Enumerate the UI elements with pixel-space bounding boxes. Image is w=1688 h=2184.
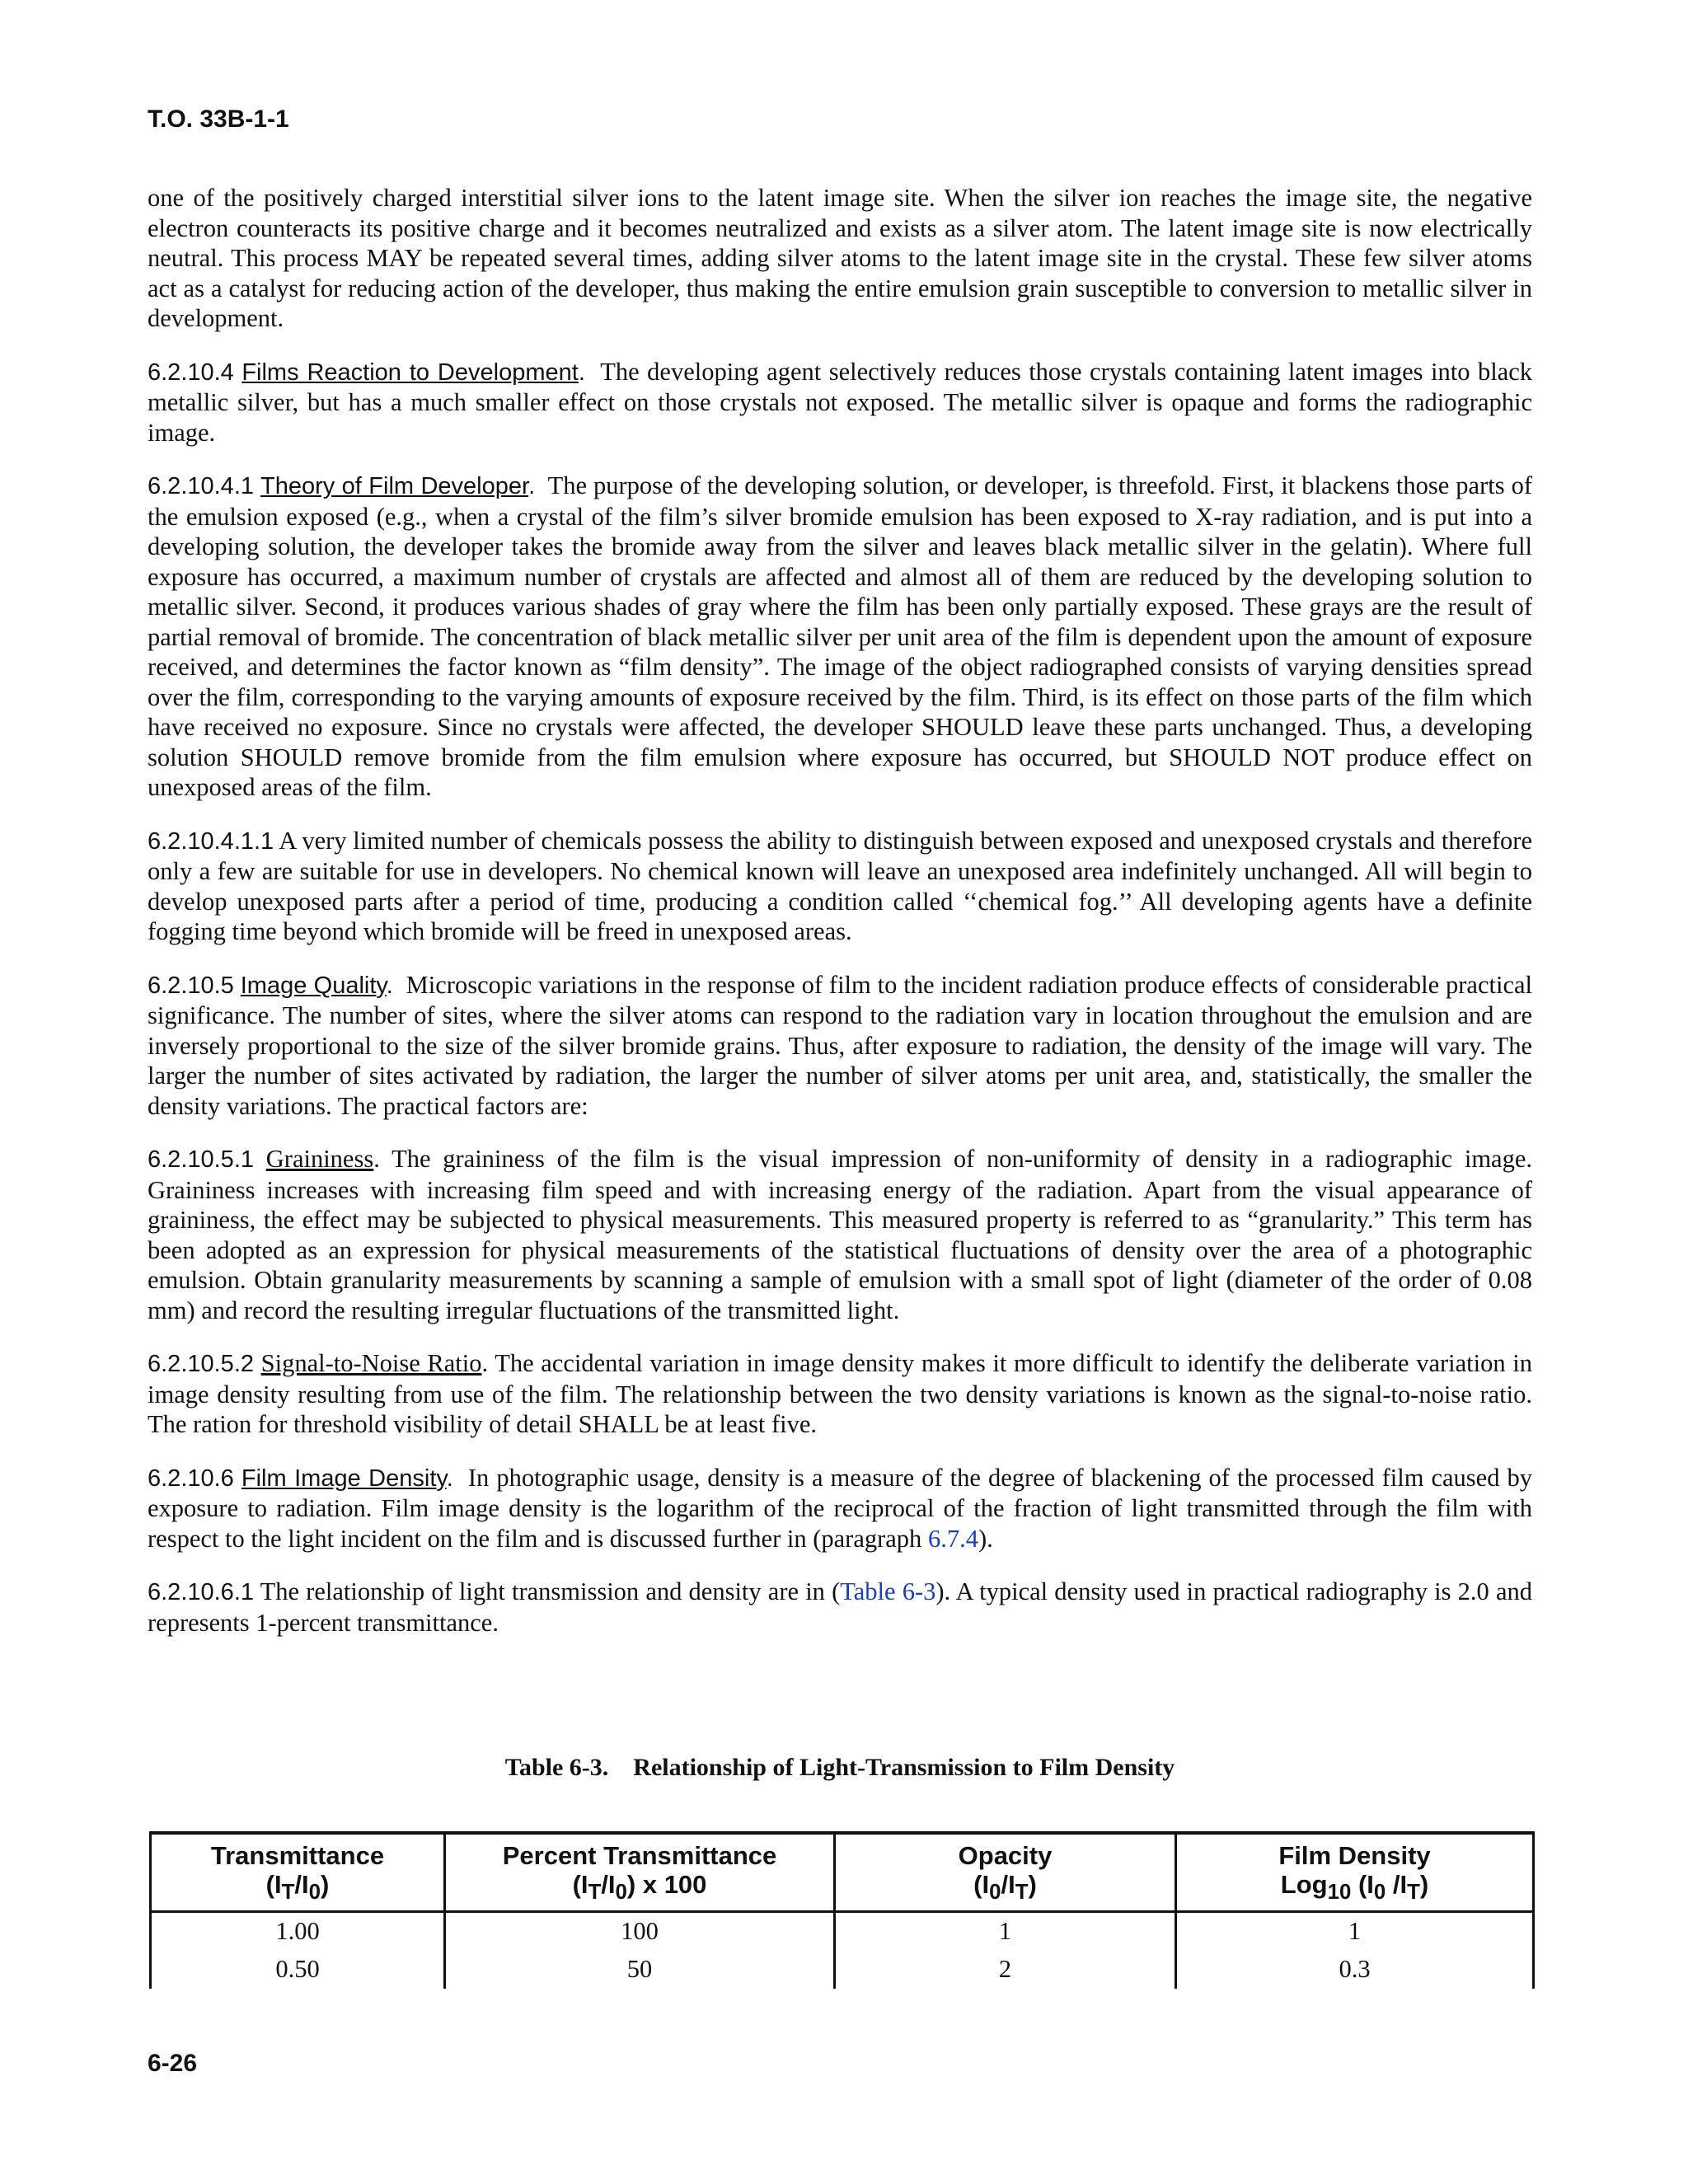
paragraph-text: A very limited number of chemicals possess the ability to distinguish between exposed and unexposed crystals and therefore only a few are suitable for use in developers. No chemical known will leave an unexposed area indefinitely unchanged. All will begin to develop unexposed parts after a period of time, producing a condition called ‘‘chemical fog.’’ All developing agents have a definite fogging time beyond which bromide will be freed in unexposed areas. — [148, 826, 1532, 945]
header-transmittance: Transmittance $(I_T/I_0)$ — [151, 1833, 445, 1912]
paragraph-text: The developing agent selectively reduces those crystals containing latent images into black metallic silver, but has a much smaller effect on those crystals not exposed. The metallic silver is opaque and forms the radiographic image. — [148, 357, 1532, 447]
document-body — [148, 183, 1532, 1661]
section-number: 6.2.10.5.2 — [148, 1351, 254, 1377]
table-cell: 1 — [835, 1912, 1176, 1952]
table-title: Table 6-3. Relationship of Light-Transmission to Film Density — [504, 1754, 1175, 1781]
section-number: 6.2.10.4.1.1 — [148, 827, 274, 855]
paragraph-6-2-10-4-1: 6.2.10.4.1 Theory of Film Developer. The purpose of the developing solution, or developer, is threefold. First, it blackens those parts of the emulsion exposed (e.g., when a crystal of the film’s silver bromide emulsion has been exposed to X-ray radiation, and is put into a developing solution, the developer takes the bromide away from the silver and leaves black metallic silver in the gelatin). Where full exposure has occurred, a maximum number of crystals are affected and almost all of them are reduced by the developing solution to metallic silver. Second, it produces various shades of gray where the film has been only partially exposed. These grays are the result of partial removal of bromide. The concentration of black metallic silver per unit area of the film is dependent upon the amount of exposure received, and determines the factor known as “film density”. The image of the object radiographed consists of varying densities spread over the film, corresponding to the varying amounts of exposure received by the film. Third, is its effect on those parts of the film which have received no exposure. Since no crystals were affected, the developer SHOULD leave these parts unchanged. Thus, a developing solution SHOULD remove bromide from the film emulsion where exposure has occurred, but SHOULD NOT produce effect on unexposed areas of the film. — [148, 471, 1533, 801]
paragraph-text: Microscopic variations in the response of film to the incident radiation produce effects of considerable practical significance. The number of sites, where the silver atoms can respond to the radiation vary in location throughout the emulsion and are inversely proportional to the size of the silver bromide grains. Thus, after exposure to radiation, the density of the image will vary. The larger the number of sites activated by radiation, the larger the number of silver atoms per unit area, and, statistically, the smaller the density variations. The practical factors are: — [148, 970, 1532, 1120]
paragraph-text: The relationship of light transmission and density are in ( — [260, 1577, 841, 1605]
section-number: 6.2.10.4.1 — [148, 473, 254, 499]
section-number: 6.2.10.4 — [148, 359, 234, 386]
table-cell: 1 — [1176, 1912, 1534, 1952]
paragraph-text: In photographic usage, density is a measure of the degree of blackening of the processed film caused by exposure to radiation. Film image density is the logarithm of the reciprocal of the fraction of light transmitted through the film with respect to the light incident on the film and is discussed further in (paragraph — [148, 1463, 1532, 1553]
section-heading: Film Image Density — [241, 1465, 447, 1492]
section-number: 6.2.10.6.1 — [148, 1579, 254, 1605]
table-link[interactable]: Table 6-3 — [840, 1577, 936, 1605]
section-number: 6.2.10.6 — [148, 1465, 234, 1492]
page-number: 6-26 — [148, 2050, 198, 2077]
paragraph-6-2-10-5-1: 6.2.10.5.1 Graininess. The graininess of the film is the visual impression of non-uniformity of density in a radiographic image. Graininess increases with increasing film speed and with increasing energy of the radiation. Apart from the visual appearance of graininess, the effect may be subjected to physical measurements. This measured property is referred to as “granularity.” This term has been adopted as an expression for physical measurements of the statistical fluctuations of density over the area of a photographic emulsion. Obtain granularity measurements by scanning a sample of emulsion with a small spot of light (diameter of the order of 0.08 mm) and record the resulting irregular fluctuations of the transmitted light. — [148, 1145, 1532, 1324]
section-number: 6.2.10.5.1 — [148, 1146, 254, 1173]
table-cell: 50 — [445, 1951, 835, 1989]
header-film-density: Film Density Log$_{10}$ ($I_0$ $/I_T$) — [1176, 1833, 1534, 1912]
paragraph-link[interactable]: 6.7.4 — [927, 1524, 978, 1553]
header-opacity: Opacity $(I_0/I_T)$ — [835, 1833, 1176, 1912]
table-cell: 0.50 — [151, 1951, 445, 1989]
paragraph-6-2-10-5: 6.2.10.5 Image Quality. Microscopic variations in the response of film to the incident radiation produce effects of considerable practical significance. The number of sites, where the silver atoms can respond to the radiation vary in location throughout the emulsion and are inversely proportional to the size of the silver bromide grains. Thus, after exposure to radiation, the density of the image will vary. The larger the number of sites activated by radiation, the larger the number of silver atoms per unit area, and, statistically, the smaller the density variations. The practical factors are: — [148, 970, 1532, 1120]
section-heading: Theory of Film Developer — [260, 473, 529, 499]
paragraph-continuation — [148, 183, 1532, 334]
section-number: 6.2.10.5 — [148, 972, 234, 999]
paragraph-text: The accidental variation in image density makes it more difficult to identify the deliberate variation in image density resulting from use of the film. The relationship between the two density variations is known as the signal-to-noise ratio. The ration for threshold visibility of detail SHALL be at least five. — [148, 1349, 1532, 1438]
density-table — [149, 1831, 1535, 1989]
paragraph-6-2-10-4-1-1 — [148, 826, 1532, 947]
paragraph-6-2-10-6: 6.2.10.6 Film Image Density. In photographic usage, density is a measure of the degree of blackening of the processed film caused by exposure to radiation. Film image density is the logarithm of the reciprocal of the fraction of light transmitted through the film with respect to the light incident on the film and is discussed further in (paragraph 6.7.4). — [148, 1463, 1532, 1553]
table-header-row — [151, 1833, 1534, 1912]
table-row — [151, 1912, 1534, 1952]
paragraph-6-2-10-4: 6.2.10.4 Films Reaction to Development. The developing agent selectively reduces those crystals containing latent images into black metallic silver, but has a much smaller effect on those crystals not exposed. The metallic silver is opaque and forms the radiographic image. — [148, 357, 1532, 447]
paragraph-tail: ). — [978, 1524, 993, 1553]
section-heading: Films Reaction to Development — [241, 359, 579, 386]
paragraph-6-2-10-6-1 — [148, 1577, 1532, 1638]
table-cell: 2 — [835, 1951, 1176, 1989]
table-row — [151, 1951, 1534, 1989]
paragraph-text: one of the positively charged interstitial silver ions to the latent image site. When the silver ion reaches the image site, the negative electron counteracts its positive charge and it becomes neutralized and exists as a silver atom. The latent image site is now electrically neutral. This process MAY be repeated several times, adding silver atoms to the latent image site in the crystal. These few silver atoms act as a catalyst for reducing action of the developer, thus making the entire emulsion grain susceptible to conversion to metallic silver in development. — [148, 184, 1532, 332]
table-cell: 100 — [445, 1912, 835, 1952]
section-heading: Image Quality — [240, 972, 387, 999]
section-heading: Graininess — [265, 1145, 374, 1173]
document-id: T.O. 33B-1-1 — [148, 105, 289, 133]
table-cell: 0.3 — [1176, 1951, 1534, 1989]
paragraph-text-cont: ). A typical density used in practical radiography is 2.0 and represents 1-percent transmittance. — [148, 1577, 1532, 1637]
paragraph-6-2-10-5-2: 6.2.10.5.2 Signal-to-Noise Ratio. The accidental variation in image density makes it more difficult to identify the deliberate variation in image density resulting from use of the film. The relationship between the two density variations is known as the signal-to-noise ratio. The ration for threshold visibility of detail SHALL be at least five. — [148, 1349, 1532, 1438]
header-percent-transmittance: Percent Transmittance $(I_T/I_0)$ x 100 — [445, 1833, 835, 1912]
section-heading: Signal-to-Noise Ratio — [260, 1349, 482, 1377]
paragraph-text: The graininess of the film is the visual impression of non-uniformity of density in a radiographic image. Graininess increases with increasing film speed and with increasing energy of the radiation. Apart from the visual appearance of graininess, the effect may be subjected to physical measurements. This measured property is referred to as “granularity.” This term has been adopted as an expression for physical measurements of the statistical fluctuations of density over the area of a photographic emulsion. Obtain granularity measurements by scanning a sample of emulsion with a small spot of light (diameter of the order of 0.08 mm) and record the resulting irregular fluctuations of the transmitted light. — [148, 1145, 1532, 1324]
table-cell: 1.00 — [151, 1912, 445, 1952]
paragraph-text: The purpose of the developing solution, or developer, is threefold. First, it blackens those parts of the emulsion exposed (e.g., when a crystal of the film’s silver bromide emulsion has been exposed to X-ray radiation, and is put into a developing solution, the developer takes the bromide away from the silver and leaves black metallic silver in the gelatin). Where full exposure has occurred, a maximum number of crystals are affected and almost all of them are reduced by the developing solution to metallic silver. Second, it produces various shades of gray where the film has been only partially exposed. These grays are the result of partial removal of bromide. The concentration of black metallic silver per unit area of the film is dependent upon the amount of exposure received, and determines the factor known as “film density”. The image of the object radiographed consists of varying densities spread over the film, corresponding to the varying amounts of exposure received by the film. Third, is its effect on those parts of the film which have received no exposure. Since no crystals were affected, the developer SHOULD leave these parts unchanged. Thus, a developing solution SHOULD remove bromide from the film emulsion where exposure has occurred, but SHOULD NOT produce effect on unexposed areas of the film. — [148, 471, 1533, 801]
